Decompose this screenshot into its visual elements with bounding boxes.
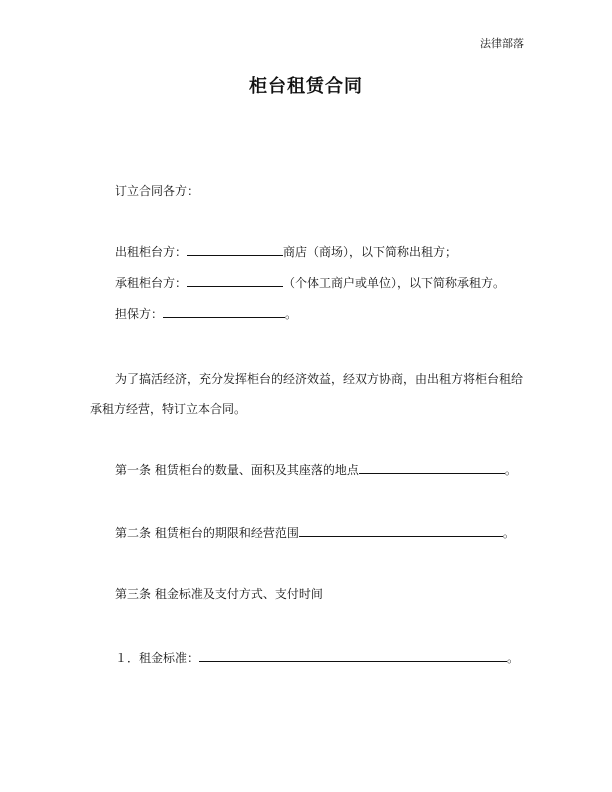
document-title: 柜台租赁合同: [249, 76, 363, 97]
parties-intro: 订立合同各方：: [115, 184, 200, 198]
guarantor-label: 担保方：: [115, 307, 164, 321]
article-1-suffix: 。: [504, 463, 517, 477]
article-1-label: 第一条 租赁柜台的数量、面积及其座落的地点: [115, 463, 359, 477]
header-tag: 法律部落: [480, 37, 524, 50]
lessor-suffix: 商店（商场），以下简称出租方；: [283, 245, 458, 259]
guarantor-suffix: 。: [285, 307, 298, 321]
lessor-blank[interactable]: [187, 243, 283, 256]
item-1-suffix: 。: [507, 651, 520, 665]
guarantor-line: [115, 305, 297, 322]
lessee-line: [115, 274, 505, 291]
article-2-label: 第二条 租赁柜台的期限和经营范围: [115, 526, 299, 540]
guarantor-blank[interactable]: [163, 305, 285, 318]
item-1: [115, 649, 519, 666]
lessee-blank[interactable]: [187, 274, 283, 287]
article-2-suffix: 。: [502, 526, 515, 540]
article-2-blank[interactable]: [299, 524, 503, 537]
article-1: [115, 461, 517, 478]
lessor-line: [115, 243, 457, 260]
article-3: 第三条 租金标准及支付方式、支付时间: [115, 587, 323, 601]
lessee-label: 承租柜台方：: [115, 276, 188, 290]
article-2: [115, 524, 515, 541]
lessor-label: 出租柜台方：: [115, 245, 188, 259]
lessee-suffix: （个体工商户或单位），以下简称承租方。: [283, 276, 506, 290]
item-1-label: １．租金标准：: [115, 651, 200, 665]
preamble-line-2: 承租方经营，特订立本合同。: [90, 402, 247, 416]
article-1-blank[interactable]: [359, 461, 505, 474]
preamble-line-1: 为了搞活经济，充分发挥柜台的经济效益，经双方协商，由出租方将柜台租给: [115, 372, 524, 386]
item-1-blank[interactable]: [199, 649, 507, 662]
